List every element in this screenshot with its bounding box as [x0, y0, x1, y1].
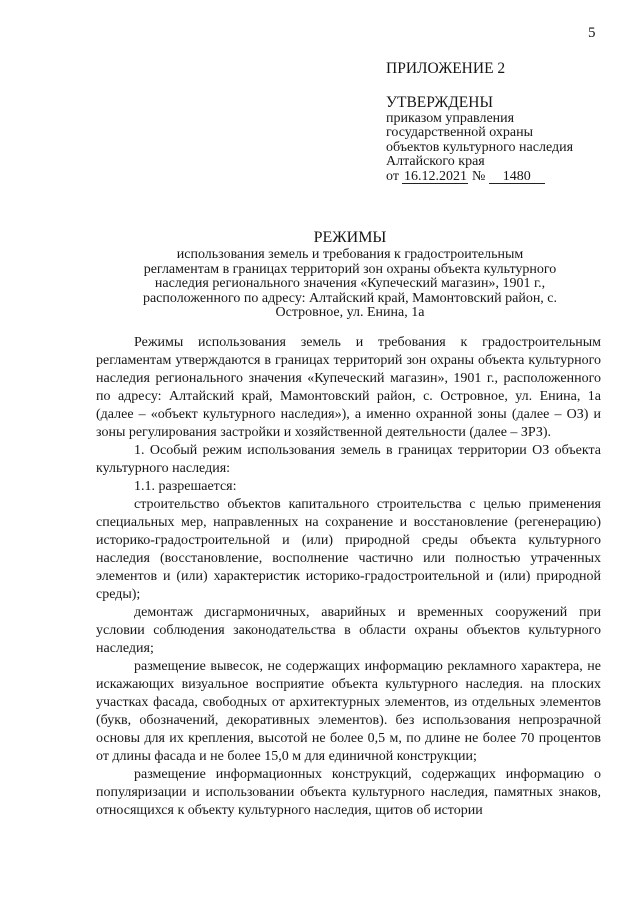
approval-line: объектов культурного наследия	[386, 139, 574, 155]
body-paragraph: 1.1. разрешается:	[134, 479, 237, 494]
approval-number: 1480	[489, 170, 545, 184]
approval-line: государственной охраны	[386, 125, 534, 140]
approval-line: приказом управления	[386, 110, 515, 126]
body-paragraph: 1. Особый режим использования земель в границах территории ОЗ объекта культурного наследия:	[96, 443, 601, 476]
body-paragraph: размещение информационных конструкций, содержащих информацию о популяризации и использовании объекта культурного наследия, памятных знаков, относящихся к объекту культурного наследия, щитов об истории	[96, 767, 601, 818]
approval-heading: УТВЕРЖДЕНЫ	[386, 94, 493, 111]
approval-from-label: от	[386, 168, 399, 184]
approval-date: 16.12.2021	[403, 168, 467, 184]
body-paragraph: строительство объектов капитального строительства с целью применения специальных мер, направленных на сохранение и восстановление (регенерацию) историко-градостроительной и (или) природной среды объекта культурного наследия (восстановление, восполнение частично или полностью утраченных элементов и (или) характеристик историко-градостроительной и (или) природной среды);	[96, 497, 601, 602]
body-paragraph: размещение вывесок, не содержащих информацию рекламного характера, не искажающих визуальное восприятие объекта культурного наследия. на плоских участках фасада, свободных от архитектурных элементов, из отдельных элементов (букв, обозначений, декоративных элементов). без использования непрозрачной основы для их крепления, высотой не более 0,5 м, по длине не более 70 процентов от длины фасада и не более 15,0 м для единичной конструкции;	[96, 659, 601, 764]
approval-block	[386, 96, 573, 184]
document-subtitle: использования земель и требования к градостроительным регламентам в границах территорий зон охраны объекта культурного наследия регионального значения «Купеческий магазин», 1901 г., расположенного по адресу: Алтайский край, Мамонтовский район, с. Островное, ул. Енина, 1а	[142, 247, 558, 320]
page-number: 5	[588, 25, 596, 41]
body-paragraph: Режимы использования земель и требования к градостроительным регламентам утверждаются в границах территорий зон охраны объекта культурного наследия регионального значения «Купеческий магазин», 1901 г., расположенного по адресу: Алтайский край, Мамонтовский район, с. Островное, ул. Енина, 1а (далее – «объект культурного наследия»), а именно охранной зоны (далее – ОЗ) и зоны регулирования застройки и хозяйственной деятельности (далее – ЗРЗ).	[96, 335, 601, 440]
appendix-title: ПРИЛОЖЕНИЕ 2	[386, 60, 506, 77]
body-paragraph: демонтаж дисгармоничных, аварийных и временных сооружений при условии соблюдения законодательства в области охраны объектов культурного наследия;	[96, 605, 601, 656]
approval-date-line	[386, 170, 573, 185]
approval-line: Алтайского края	[386, 154, 485, 169]
document-body	[96, 334, 601, 820]
document-title: РЕЖИМЫ	[313, 229, 387, 246]
approval-number-sign: №	[471, 168, 486, 184]
